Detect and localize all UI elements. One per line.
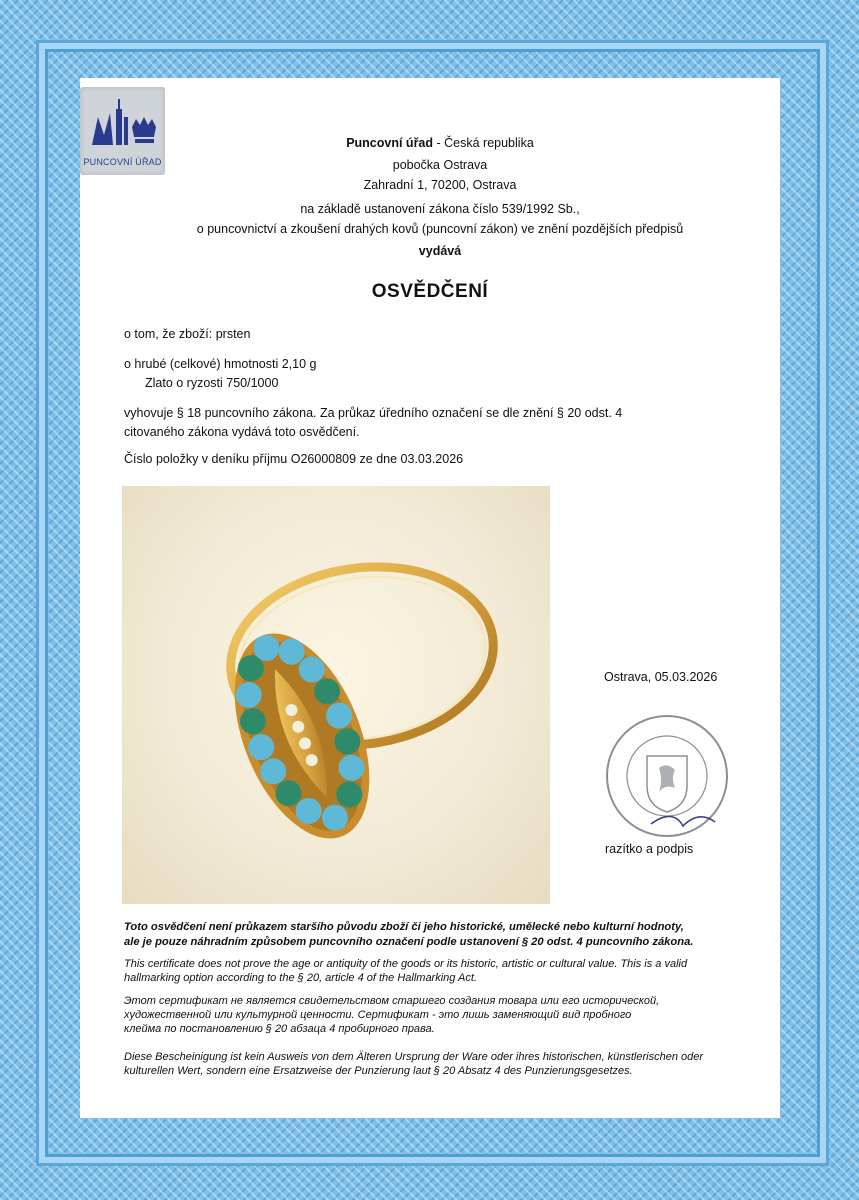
compliance-line-2: citovaného zákona vydává toto osvědčení. (124, 425, 360, 439)
disclaimer-ru-1: Этот сертификат не является свидетельством старшего создания товара или его исторической, (124, 995, 660, 1007)
disclaimer-de-1: Diese Bescheinigung ist kein Ausweis von dem Älteren Ursprung der Ware oder ihres historischen, künstlerischen oder (124, 1051, 704, 1063)
disclaimer-cz-1: Toto osvědčení není průkazem staršího původu zboží či jeho historické, umělecké nebo kulturní hodnoty, (124, 921, 684, 933)
item-weight: o hrubé (celkové) hmotnosti 2,10 g (124, 357, 317, 371)
issue-place-date: Ostrava, 05.03.2026 (604, 670, 718, 684)
certificate-title: OSVĚDČENÍ (371, 281, 489, 302)
disclaimer-cz-2: ale je pouze náhradním způsobem puncovního označení podle ustanovení § 20 odst. 4 puncovního zákona. (124, 936, 694, 948)
disclaimer-de-2: kulturellen Wert, sondern eine Ersatzweise der Punzierung laut § 20 Absatz 4 des Punzierungsgesetzes. (124, 1065, 633, 1077)
office-address: Zahradní 1, 70200, Ostrava (363, 178, 517, 192)
ring-photo (122, 486, 550, 904)
compliance-line-1: vyhovuje § 18 puncovního zákona. Za průkaz úředního označení se dle znění § 20 odst. 4 (124, 406, 623, 420)
office-name (140, 132, 740, 154)
disclaimer-en-2: hallmarking option according to the § 20, article 4 of the Hallmarking Act. (124, 972, 477, 984)
disclaimer-en-1: This certificate does not prove the age or antiquity of the goods or its historic, artistic or cultural value. This is a valid (124, 958, 688, 970)
disclaimer-ru-2: художественной или культурной ценности. Сертификат - это лишь заменяющий вид пробного (124, 1009, 632, 1021)
office-country: - Česká republika (433, 136, 534, 150)
stamp-signature-caption: razítko a podpis (605, 842, 694, 856)
law-reference-2: o puncovnictví a zkoušení drahých kovů (puncovní zákon) ve znění pozdějších předpisů (196, 222, 684, 236)
item-description: o tom, že zboží: prsten (124, 327, 251, 341)
law-reference-1: na základě ustanovení zákona číslo 539/1992 Sb., (300, 202, 580, 216)
disclaimer-ru-3: клейма по постановлению § 20 абзаца 4 пробирного права. (124, 1023, 435, 1035)
item-metal: Zlato o ryzosti 750/1000 (145, 376, 279, 390)
office-name-bold: Puncovní úřad (346, 136, 434, 150)
logo-label: PUNCOVNÍ ÚŘAD (83, 157, 162, 167)
official-stamp (603, 712, 731, 840)
issues-label: vydává (418, 244, 462, 258)
stamp-icon (603, 712, 731, 840)
ring-illustration (122, 486, 550, 904)
office-branch: pobočka Ostrava (392, 158, 488, 172)
entry-number: Číslo položky v deníku příjmu O26000809 ze dne 03.03.2026 (124, 452, 464, 466)
